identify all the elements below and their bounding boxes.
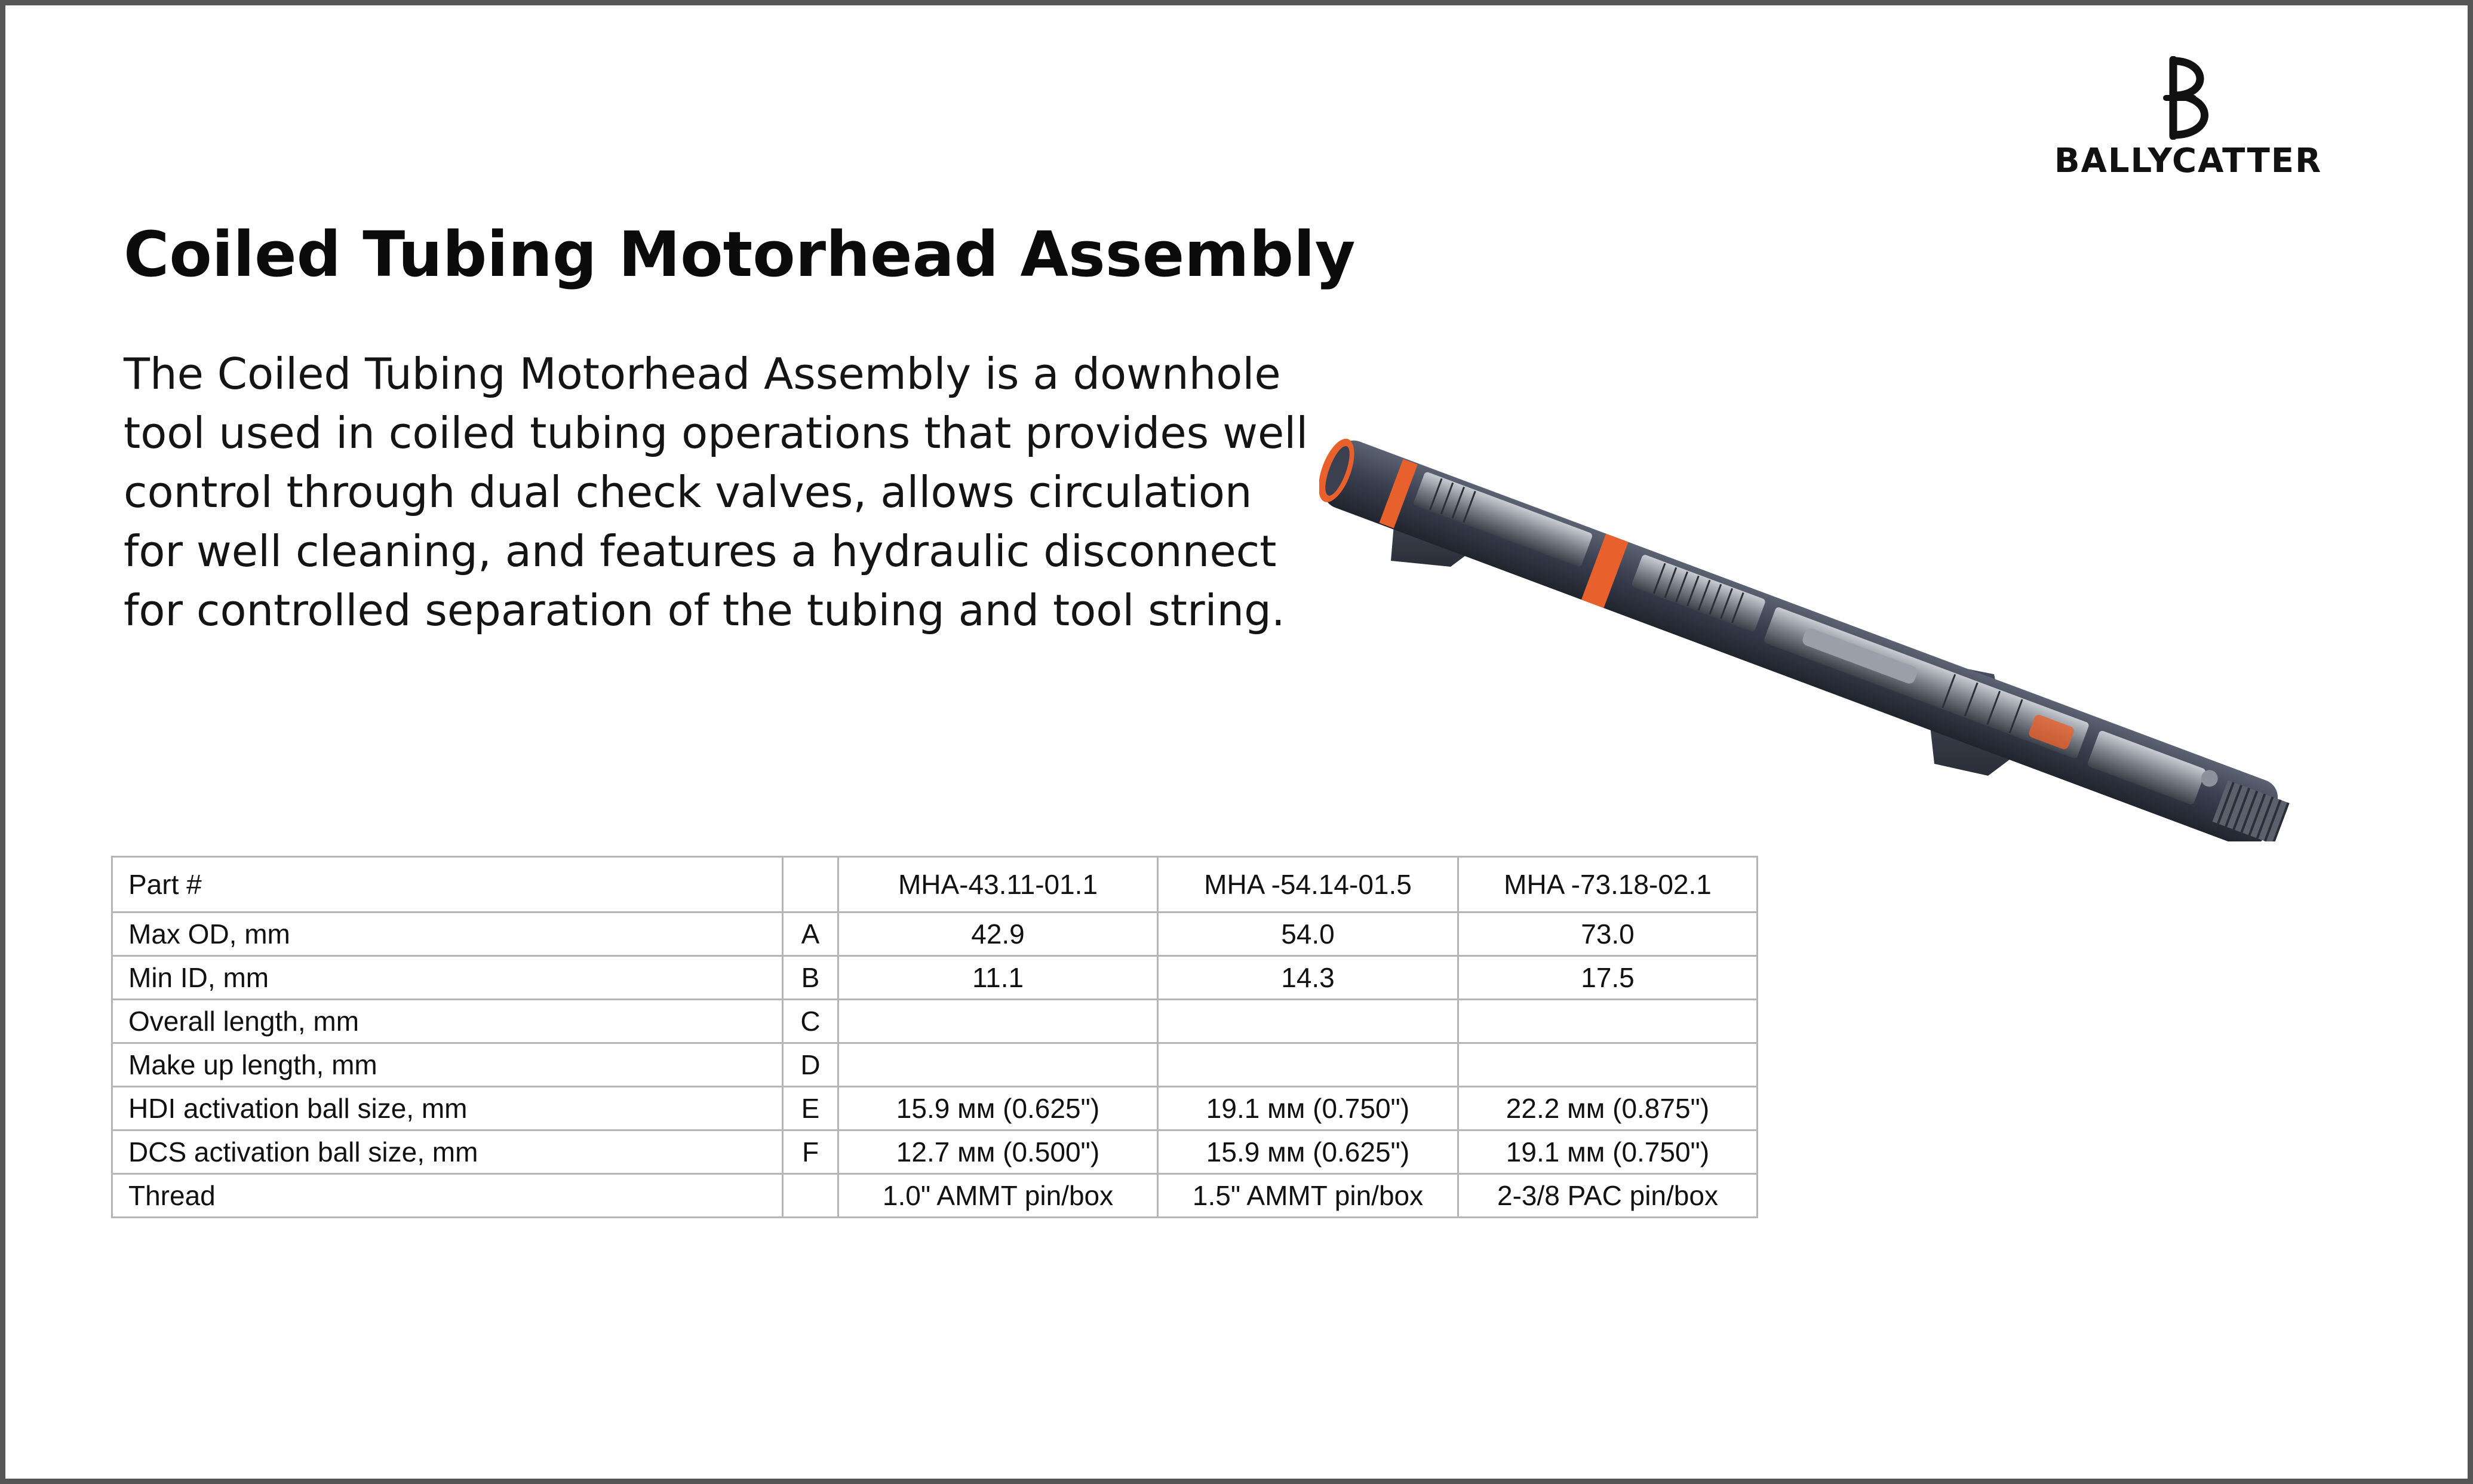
motorhead-assembly-cutaway-image (1319, 411, 2370, 841)
row-key: F (783, 1130, 838, 1174)
row-value (1158, 1000, 1458, 1043)
header-part-label: Part # (112, 857, 783, 912)
row-label: Min ID, mm (112, 956, 783, 1000)
row-value: 14.3 (1158, 956, 1458, 1000)
row-value: 15.9 мм (0.625") (838, 1087, 1158, 1130)
row-label: DCS activation ball size, mm (112, 1130, 783, 1174)
row-value (838, 1043, 1158, 1087)
row-label: HDI activation ball size, mm (112, 1087, 783, 1130)
row-value (1158, 1043, 1458, 1087)
row-label: Max OD, mm (112, 912, 783, 956)
row-value: 2-3/8 PAC pin/box (1458, 1174, 1758, 1218)
brand-logo (2030, 56, 2346, 182)
row-value: 15.9 мм (0.625") (1158, 1130, 1458, 1174)
row-value: 17.5 (1458, 956, 1758, 1000)
row-key: C (783, 1000, 838, 1043)
ballycatter-b-mark-icon (2160, 56, 2214, 140)
spec-table (111, 856, 1758, 1218)
table-header-row (112, 857, 1758, 912)
table-row (112, 956, 1758, 1000)
row-value: 1.5" AMMT pin/box (1158, 1174, 1458, 1218)
table-row (112, 1087, 1758, 1130)
row-value: 22.2 мм (0.875") (1458, 1087, 1758, 1130)
row-value: 11.1 (838, 956, 1158, 1000)
table-row (112, 1043, 1758, 1087)
row-label: Thread (112, 1174, 783, 1218)
row-value (838, 1000, 1158, 1043)
header-key (783, 857, 838, 912)
table-row (112, 1000, 1758, 1043)
row-key: D (783, 1043, 838, 1087)
row-value: 73.0 (1458, 912, 1758, 956)
row-value: 19.1 мм (0.750") (1158, 1087, 1458, 1130)
table-row (112, 1130, 1758, 1174)
row-value: 42.9 (838, 912, 1158, 956)
row-value: 1.0" AMMT pin/box (838, 1174, 1158, 1218)
table-row (112, 912, 1758, 956)
table-row (112, 1174, 1758, 1218)
row-value: 54.0 (1158, 912, 1458, 956)
row-key: B (783, 956, 838, 1000)
header-part-1: MHA-43.11-01.1 (838, 857, 1158, 912)
row-value: 12.7 мм (0.500") (838, 1130, 1158, 1174)
header-part-2: MHA -54.14-01.5 (1158, 857, 1458, 912)
product-description: The Coiled Tubing Motorhead Assembly is a downhole tool used in coiled tubing operations that provides well control through dual check valves, allows circulation for well cleaning, and features a hydraulic disconnect for controlled separation of the tubing and tool string. (124, 349, 1308, 635)
row-key (783, 1174, 838, 1218)
row-value (1458, 1043, 1758, 1087)
row-label: Make up length, mm (112, 1043, 783, 1087)
row-label: Overall length, mm (112, 1000, 783, 1043)
row-key: A (783, 912, 838, 956)
row-value (1458, 1000, 1758, 1043)
brand-name: BALLYCATTER (2054, 142, 2323, 180)
page-title: Coiled Tubing Motorhead Assembly (124, 218, 1356, 291)
row-value: 19.1 мм (0.750") (1458, 1130, 1758, 1174)
header-part-3: MHA -73.18-02.1 (1458, 857, 1758, 912)
row-key: E (783, 1087, 838, 1130)
